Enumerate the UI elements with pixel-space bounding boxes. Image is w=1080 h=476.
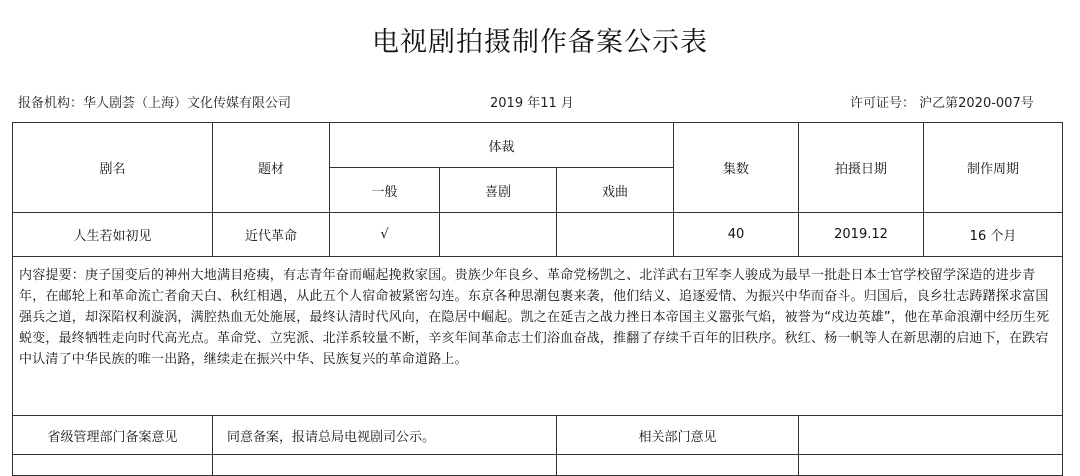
header-style-general: 一般 [330, 168, 440, 213]
header-episodes: 集数 [674, 123, 799, 213]
header-production-cycle: 制作周期 [924, 123, 1063, 213]
header-shoot-date: 拍摄日期 [799, 123, 924, 213]
related-opinion-label: 相关部门意见 [557, 416, 799, 455]
header-style: 体裁 [330, 123, 674, 168]
style-opera-check [557, 213, 674, 257]
license-number: 许可证号： 沪乙第2020-007号 [850, 96, 1034, 111]
header-name: 剧名 [13, 123, 213, 213]
filing-table [12, 122, 1063, 476]
summary-row [13, 257, 1063, 416]
provincial-opinion-text: 同意备案，报请总局电视剧司公示。 [213, 416, 557, 455]
shoot-date: 2019.12 [799, 213, 924, 257]
style-general-check: √ [330, 213, 440, 257]
style-comedy-check [440, 213, 557, 257]
header-style-comedy: 喜剧 [440, 168, 557, 213]
header-row-1 [13, 123, 1063, 168]
related-opinion-text [799, 416, 1063, 455]
document-title: 电视剧拍摄制作备案公示表 [372, 27, 708, 58]
opinion-row [13, 416, 1063, 455]
content-summary: 内容提要：庚子国变后的神州大地满目疮痍，有志青年奋而崛起挽救家国。贵族少年良乡、革命党杨凯之、北洋武右卫军李人骏成为最早一批赴日本士官学校留学深造的进步青年，在邮轮上和革命流亡者俞天白、秋红相遇，从此五个人宿命被紧密勾连。东京各种思潮包裹来袭，他们结义、追逐爱情、为振兴中华而奋斗。归国后，良乡壮志踌躇探求富国强兵之道，却深陷权利漩涡，满腔热血无处施展，最终认清时代风向，在隐居中崛起。凯之在延吉之战力挫日本帝国主义嚣张气焰，被誉为“戍边英雄”，他在革命浪潮中经历生死蜕变，最终牺牲走向时代高光点。革命党、立宪派、北洋系较量不断，辛亥年间革命志士们浴血奋战，推翻了存续千百年的旧秩序。秋红、杨一帆等人在新思潮的启迪下，在跌宕中认清了中华民族的唯一出路，继续走在振兴中华、民族复兴的革命道路上。 [13, 257, 1063, 416]
table-row [13, 213, 1063, 257]
provincial-opinion-label: 省级管理部门备案意见 [13, 416, 213, 455]
filing-date: 2019 年11 月 [490, 96, 574, 111]
episode-count: 40 [674, 213, 799, 257]
header-genre: 题材 [213, 123, 330, 213]
drama-name: 人生若如初见 [13, 213, 213, 257]
drama-genre: 近代革命 [213, 213, 330, 257]
header-style-opera: 戏曲 [557, 168, 674, 213]
filing-agency: 报备机构：华人剧荟（上海）文化传媒有限公司 [18, 96, 292, 111]
production-cycle: 16 个月 [924, 213, 1063, 257]
